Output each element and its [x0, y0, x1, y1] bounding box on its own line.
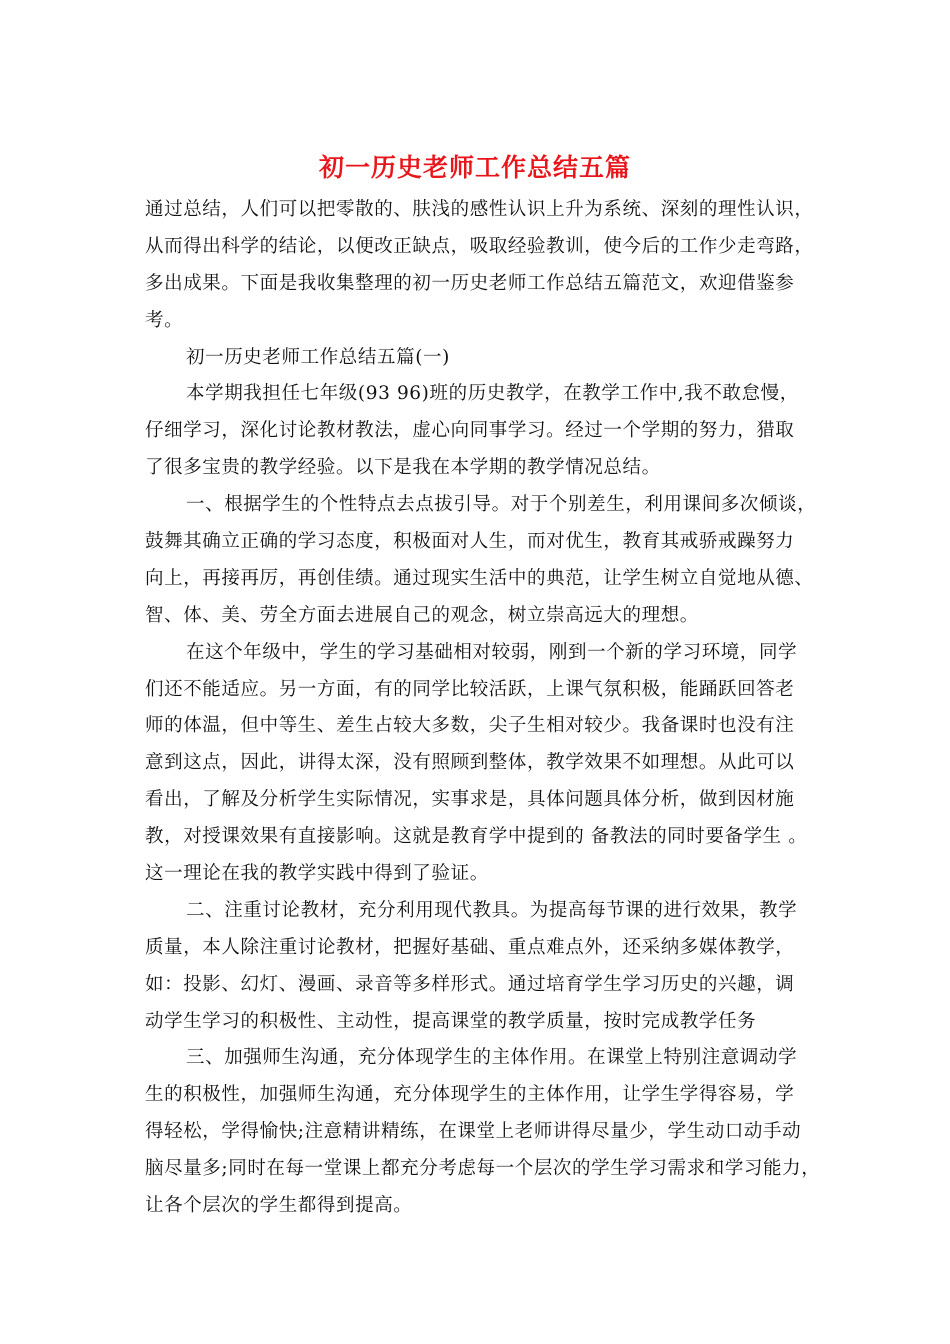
text-line: 如：投影、幻灯、漫画、录音等多样形式。通过培育学生学习历史的兴趣，调	[145, 973, 795, 995]
text-line: 得轻松，学得愉快;注意精讲精练，在课堂上老师讲得尽量少，学生动口动手动	[145, 1121, 802, 1143]
text-line: 师的体温，但中等生、差生占较大多数，尖子生相对较少。我备课时也没有注	[145, 715, 795, 737]
text-line: 多出成果。下面是我收集整理的初一历史老师工作总结五篇范文，欢迎借鉴参	[145, 272, 795, 294]
text-line: 了很多宝贵的教学经验。以下是我在本学期的教学情况总结。	[145, 457, 661, 479]
text-line: 本学期我担任七年级(93 96)班的历史教学，在教学工作中,我不敢怠慢，	[186, 383, 799, 405]
text-line: 这一理论在我的教学实践中得到了验证。	[145, 863, 489, 885]
document-body	[145, 192, 821, 1225]
text-line: 通过总结，人们可以把零散的、肤浅的感性认识上升为系统、深刻的理性认识，	[145, 199, 814, 220]
text-line: 质量，本人除注重讨论教材，把握好基础、重点难点外，还采纳多媒体教学，	[145, 936, 795, 958]
text-line: 教，对授课效果有直接影响。这就是教育学中提到的 备教法的同时要备学生 。	[145, 826, 808, 848]
text-line: 脑尽量多;同时在每一堂课上都充分考虑每一个层次的学生学习需求和学习能力，	[145, 1158, 821, 1180]
document-title: 初一历史老师工作总结五篇	[318, 153, 631, 182]
text-line: 让各个层次的学生都得到提高。	[145, 1195, 413, 1217]
text-line: 动学生学习的积极性、主动性，提高课堂的教学质量，按时完成教学任务	[145, 1010, 757, 1032]
text-line: 三、加强师生沟通，充分体现学生的主体作用。在课堂上特别注意调动学	[186, 1047, 798, 1069]
text-line: 生的积极性，加强师生沟通，充分体现学生的主体作用，让学生学得容易，学	[145, 1084, 795, 1106]
text-line: 在这个年级中，学生的学习基础相对较弱，刚到一个新的学习环境，同学	[186, 641, 798, 663]
text-line: 考。	[145, 309, 184, 331]
text-line: 初一历史老师工作总结五篇(一)	[186, 346, 450, 368]
text-line: 从而得出科学的结论，以便改正缺点，吸取经验教训，使今后的工作少走弯路，	[145, 235, 814, 257]
text-line: 鼓舞其确立正确的学习态度，积极面对人生，而对优生，教育其戒骄戒躁努力	[145, 531, 795, 553]
text-line: 们还不能适应。另一方面，有的同学比较活跃，上课气氛积极，能踊跃回答老	[145, 678, 795, 700]
text-line: 向上，再接再厉，再创佳绩。通过现实生活中的典范，让学生树立自觉地从德、	[145, 567, 814, 589]
text-line: 看出，了解及分析学生实际情况，实事求是，具体问题具体分析，做到因材施	[145, 789, 795, 811]
text-line: 一、根据学生的个性特点去点拔引导。对于个别差生，利用课间多次倾谈，	[186, 494, 817, 516]
text-line: 仔细学习，深化讨论教材教法，虚心向同事学习。经过一个学期的努力，猎取	[145, 420, 795, 442]
text-line: 智、体、美、劳全方面去进展自己的观念，树立崇高远大的理想。	[145, 604, 699, 626]
text-line: 二、注重讨论教材，充分利用现代教具。为提高每节课的进行效果，教学	[186, 899, 798, 921]
text-line: 意到这点，因此，讲得太深，没有照顾到整体，教学效果不如理想。从此可以	[145, 752, 795, 774]
